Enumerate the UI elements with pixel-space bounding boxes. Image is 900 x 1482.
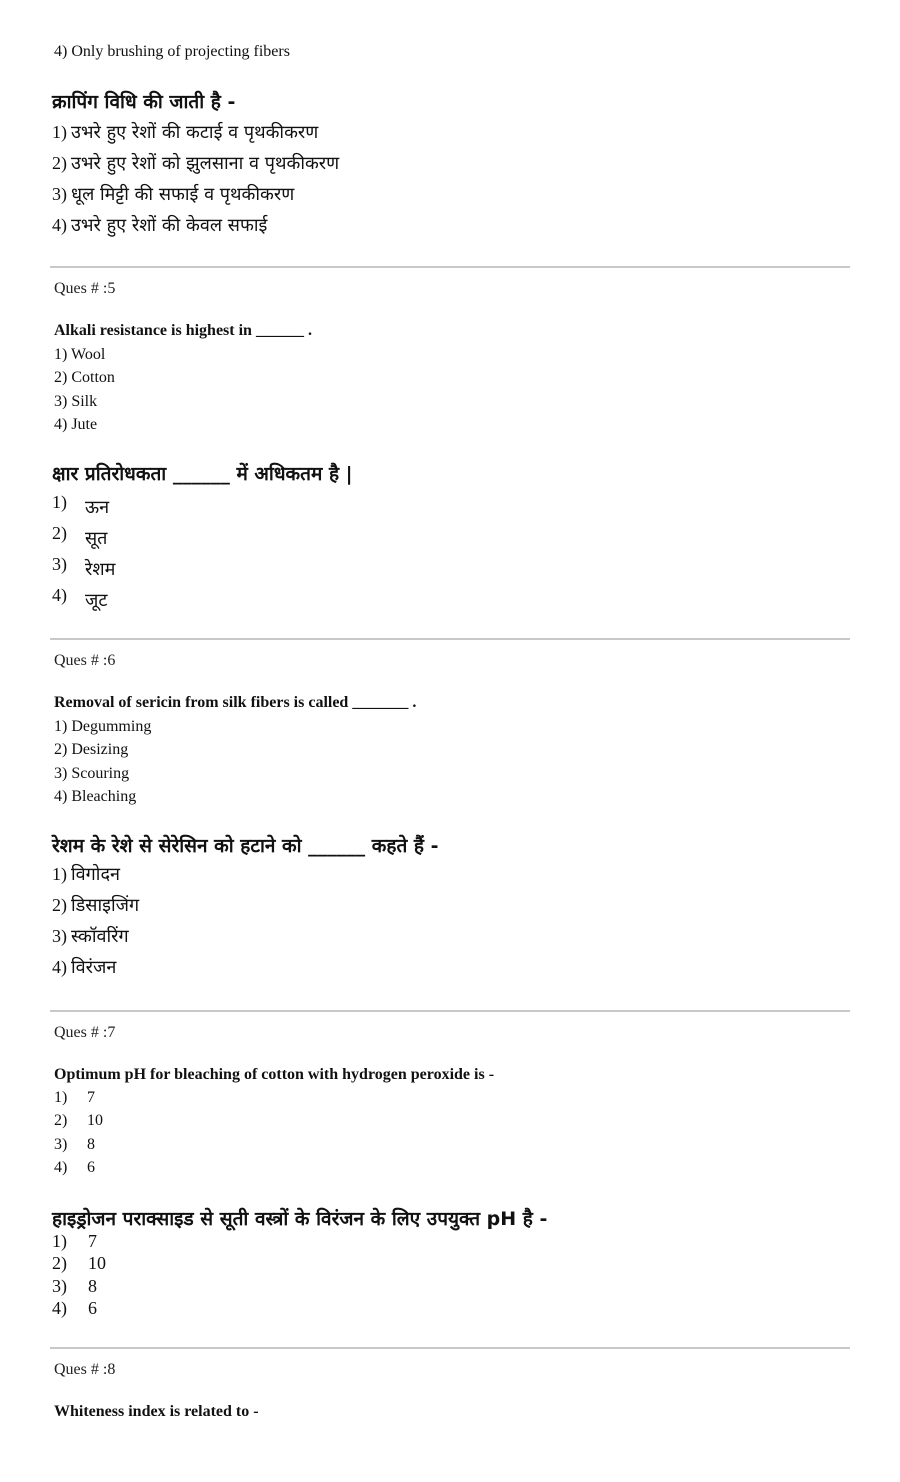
option-item: 1) ऊन — [52, 492, 110, 518]
option-item: 4) Bleaching — [54, 787, 137, 805]
q7-en-question: Optimum pH for bleaching of cotton with hydrogen peroxide is - — [54, 1066, 495, 1083]
question-number: Ques # :5 — [54, 280, 116, 297]
option-item: 4) 6 — [54, 1158, 95, 1176]
option-item: 1) Wool — [54, 346, 106, 363]
option-item: 2) उभरे हुए रेशों को झुलसाना व पृथकीकरण — [52, 153, 340, 174]
option-item: 4) जूट — [52, 585, 108, 611]
q4-en-option-4: 4) Only brushing of projecting fibers — [54, 43, 290, 60]
question-divider — [50, 1010, 850, 1012]
option-item: 1) विगोदन — [52, 864, 121, 885]
option-item: 3) रेशम — [52, 554, 116, 580]
option-item: 3) धूल मिट्टी की सफाई व पृथकीकरण — [52, 184, 295, 205]
q6-hi-options — [52, 859, 139, 983]
question-number: Ques # :6 — [54, 652, 116, 669]
option-item: 3) Scouring — [54, 764, 130, 782]
q5-hi-options — [52, 487, 115, 611]
option-item: 4) 6 — [52, 1297, 97, 1318]
option-item: 4) उभरे हुए रेशों की केवल सफाई — [52, 215, 268, 236]
option-item: 1) 7 — [52, 1231, 97, 1251]
q7-hi-options — [52, 1230, 106, 1319]
question-divider — [50, 266, 850, 268]
q4-hi-options — [52, 117, 339, 241]
q5-en-question: Alkali resistance is highest in ______ . — [54, 322, 312, 339]
option-item: 2) Desizing — [54, 741, 129, 759]
q6-en-options — [54, 715, 151, 808]
option-item: 3) 8 — [54, 1135, 95, 1153]
option-item: 4) Jute — [54, 415, 98, 433]
q5-hi-question: क्षार प्रतिरोधकता ______ में अधिकतम है | — [52, 463, 353, 485]
q4-hi-question: क्रापिंग विधि की जाती है - — [52, 91, 236, 113]
q7-hi-question: हाइड्रोजन पराक्साइड से सूती वस्त्रों के विरंजन के लिए उपयुक्त pH है - — [52, 1208, 548, 1230]
question-number: Ques # :8 — [54, 1361, 116, 1378]
question-divider — [50, 1347, 850, 1349]
q7-en-options — [54, 1086, 103, 1179]
question-number: Ques # :7 — [54, 1024, 116, 1041]
q6-en-question: Removal of sericin from silk fibers is called _______ . — [54, 694, 417, 711]
option-item: 3) 8 — [52, 1275, 97, 1296]
option-item: 3) स्कॉवरिंग — [52, 926, 129, 947]
option-item: 2) Cotton — [54, 369, 115, 387]
q8-en-question: Whiteness index is related to - — [54, 1403, 259, 1420]
option-item: 2) सूत — [52, 523, 108, 549]
option-item: 2) डिसाइजिंग — [52, 895, 140, 916]
option-item: 4) विरंजन — [52, 957, 117, 978]
option-item: 1) 7 — [54, 1089, 95, 1106]
option-item: 1) उभरे हुए रेशों की कटाई व पृथकीकरण — [52, 122, 319, 143]
option-item: 1) Degumming — [54, 718, 152, 735]
option-item: 3) Silk — [54, 392, 98, 410]
option-item: 2) 10 — [52, 1253, 106, 1274]
q5-en-options — [54, 343, 115, 436]
q6-hi-question: रेशम के रेशे से सेरेसिन को हटाने को ______ कहते हैं - — [52, 835, 439, 857]
question-divider — [50, 638, 850, 640]
option-item: 2) 10 — [54, 1112, 103, 1130]
